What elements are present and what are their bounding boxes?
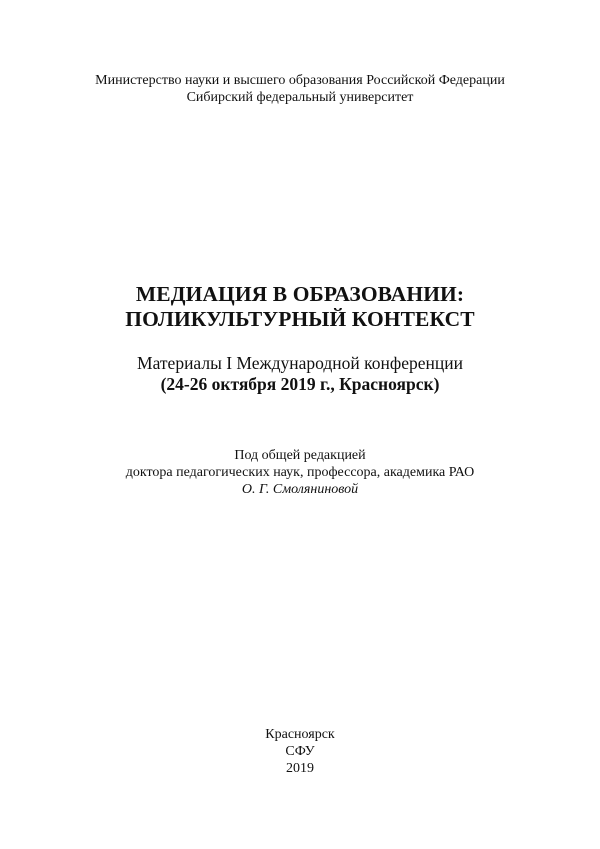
editor-name: О. Г. Смоляниновой bbox=[241, 482, 359, 497]
document-title bbox=[0, 282, 600, 332]
imprint-city: Красноярск bbox=[265, 727, 335, 742]
document-subtitle bbox=[0, 353, 600, 395]
conference-dates: (24-26 октября 2019 г., Красноярск) bbox=[160, 374, 440, 394]
imprint-year: 2019 bbox=[286, 761, 314, 776]
subtitle-line-1: Материалы I Международной конференции bbox=[137, 353, 463, 373]
editor-line-1: Под общей редакцией bbox=[234, 448, 366, 463]
editor-block bbox=[0, 447, 600, 498]
institution-header bbox=[0, 72, 600, 106]
ministry-name: Министерство науки и высшего образования Российской Федерации bbox=[95, 73, 505, 88]
imprint-block bbox=[0, 726, 600, 777]
university-name: Сибирский федеральный университет bbox=[186, 90, 414, 105]
imprint-publisher: СФУ bbox=[285, 744, 315, 759]
editor-credentials: доктора педагогических наук, профессора, академика РАО bbox=[125, 465, 475, 480]
title-line-1: МЕДИАЦИЯ В ОБРАЗОВАНИИ: bbox=[135, 282, 465, 306]
title-line-2: ПОЛИКУЛЬТУРНЫЙ КОНТЕКСТ bbox=[125, 307, 475, 331]
